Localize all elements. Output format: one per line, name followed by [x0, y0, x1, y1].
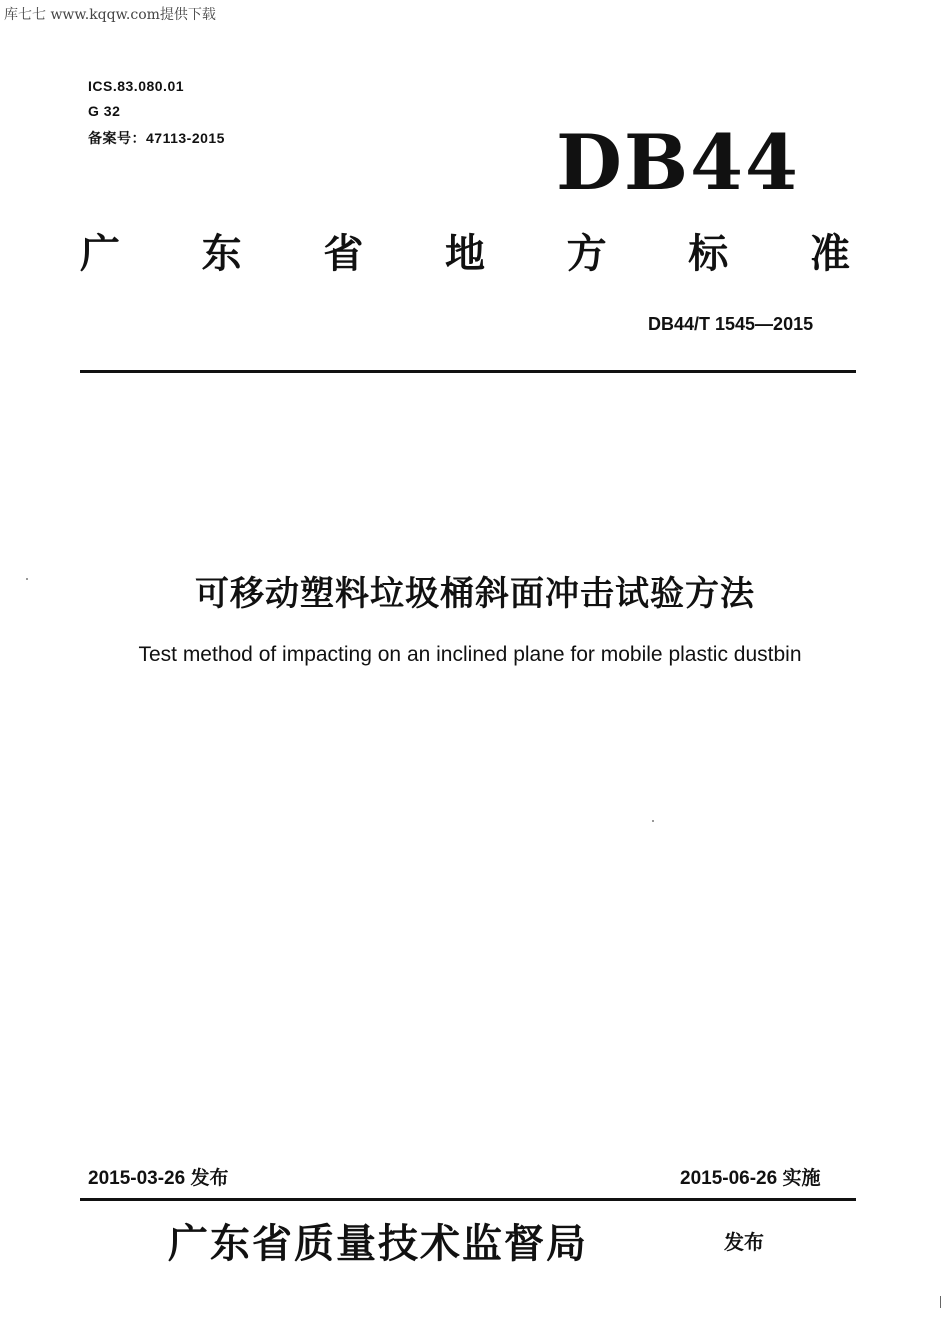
title-english: Test method of impacting on an inclined plane for mobile plastic dustbin — [138, 643, 802, 666]
implementation-date: 2015-06-26 实施 — [680, 1168, 821, 1189]
standard-number: DB44/T 1545—2015 — [648, 314, 814, 334]
issue-date: 2015-03-26 发布 — [88, 1168, 229, 1189]
standard-type-char: 方 — [566, 231, 607, 277]
ccs-code: G 32 — [88, 103, 121, 119]
standard-logo: DB44 — [556, 118, 800, 207]
scan-speck — [26, 578, 28, 580]
standard-type-char: 地 — [444, 231, 485, 277]
standard-type-char: 省 — [323, 231, 364, 277]
title-chinese: 可移动塑料垃圾桶斜面冲击试验方法 — [195, 574, 755, 614]
scan-speck — [652, 820, 654, 822]
standard-type-char: 东 — [201, 231, 242, 277]
standard-type-char: 广 — [80, 231, 120, 277]
ics-code: ICS.83.080.01 — [88, 78, 185, 94]
footer-divider — [80, 1198, 856, 1201]
issuer-suffix: 发布 — [724, 1230, 764, 1254]
watermark-text: 库七七 www.kqqw.com提供下载 — [4, 7, 216, 23]
standard-type-char: 准 — [809, 231, 850, 277]
issuer-name: 广东省质量技术监督局 — [168, 1220, 588, 1267]
header-divider — [80, 370, 856, 373]
scan-speck — [940, 1296, 941, 1308]
standard-type-heading — [80, 222, 850, 279]
standard-type-char: 标 — [688, 231, 729, 277]
record-number: 备案号：47113-2015 — [88, 130, 225, 146]
